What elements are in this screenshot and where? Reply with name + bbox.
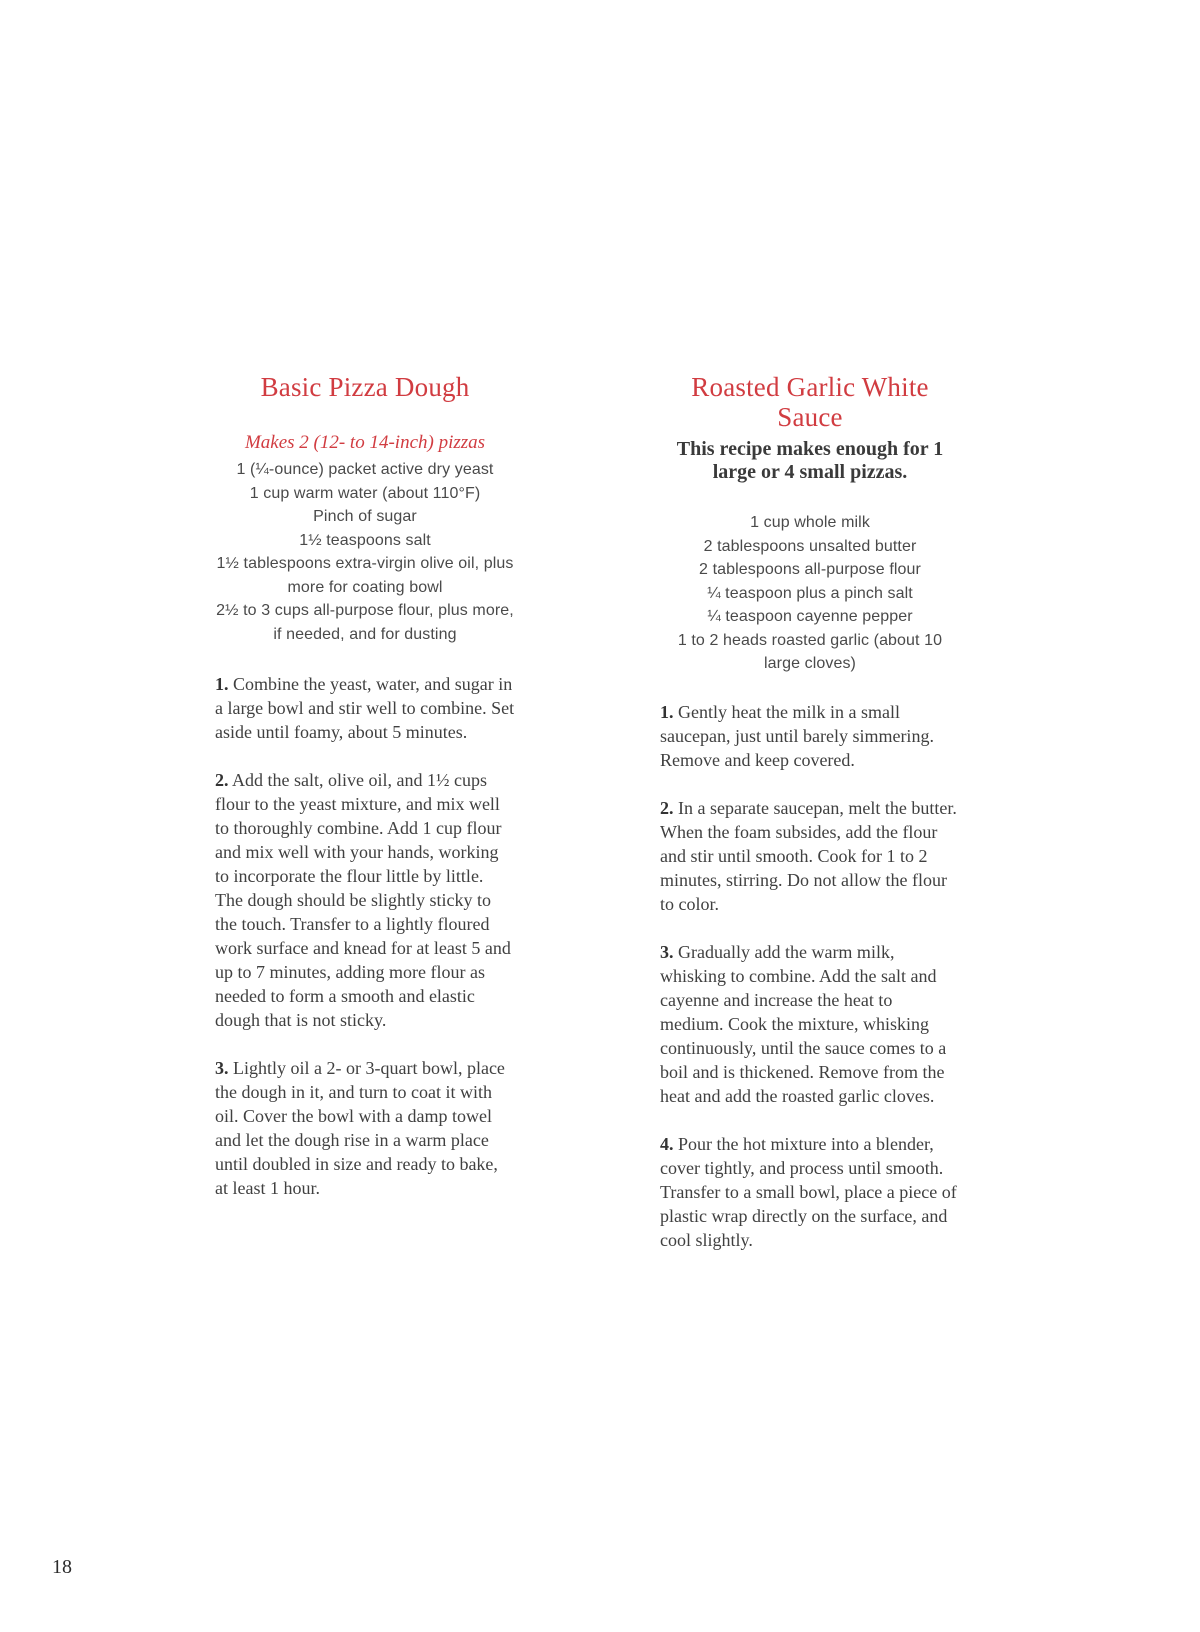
- recipe-title: Roasted Garlic White Sauce: [691, 372, 929, 432]
- ingredient-item: 1½ tablespoons extra-virgin olive oil, plus more for coating bowl: [216, 555, 514, 596]
- step-text: Add the salt, olive oil, and 1½ cups flour to the yeast mixture, and mix well to thoroughly combine. Add 1 cup flour and mix well with your hands, working to incorporate the flour little by little. The dough should be slightly sticky to the touch. Transfer to a lightly floured work surface and knead for at least 5 and up to 7 minutes, adding more flour as needed to form a smooth and elastic dough that is not sticky.: [215, 770, 511, 1030]
- ingredient-item: 1 cup whole milk: [750, 514, 870, 531]
- ingredient-item: ¼ teaspoon plus a pinch salt: [707, 584, 913, 602]
- ingredient-item: 1 to 2 heads roasted garlic (about 10 large cloves): [677, 631, 943, 672]
- ingredient-list: [215, 458, 515, 646]
- ingredient-item: 2 tablespoons all-purpose flour: [699, 561, 921, 578]
- step-number: 3.: [660, 941, 674, 962]
- yield-note: Makes 2 (12- to 14-inch) pizzas: [244, 432, 486, 453]
- recipe-title: Basic Pizza Dough: [260, 372, 470, 402]
- instruction-step: [660, 700, 960, 772]
- step-number: 1.: [215, 674, 229, 694]
- page-number: 18: [52, 1556, 72, 1578]
- ingredient-list: [660, 511, 960, 676]
- step-text: Gradually add the warm milk, whisking to combine. Add the salt and cayenne and increase the heat to medium. Cook the mixture, whisking continuously, until the sauce comes to a boil and is thickened. Remove from the heat and add the roasted garlic cloves.: [660, 941, 947, 1106]
- instruction-step: [215, 768, 515, 1032]
- step-number: 2.: [215, 770, 229, 790]
- ingredient-item: 1 (¼-ounce) packet active dry yeast: [236, 461, 494, 478]
- recipe-intro: This recipe makes enough for 1 large or 4 small pizzas.: [676, 438, 944, 483]
- step-number: 4.: [660, 1133, 674, 1154]
- instruction-step: [215, 1056, 515, 1200]
- ingredient-item: 2½ to 3 cups all-purpose flour, plus more, if needed, and for dusting: [216, 602, 514, 643]
- ingredient-item: 2 tablespoons unsalted butter: [703, 537, 917, 555]
- step-number: 1.: [660, 701, 674, 722]
- instruction-step: [660, 1132, 960, 1252]
- step-text: Gently heat the milk in a small saucepan, just until barely simmering. Remove and keep covered.: [660, 701, 934, 770]
- step-text: In a separate saucepan, melt the butter. When the foam subsides, add the flour and stir until smooth. Cook for 1 to 2 minutes, stirring. Do not allow the flour to color.: [660, 797, 957, 914]
- step-number: 2.: [660, 797, 674, 818]
- recipe-roasted-garlic-white-sauce: [660, 372, 960, 1252]
- ingredient-item: Pinch of sugar: [313, 508, 417, 525]
- ingredient-item: 1 cup warm water (about 110°F): [249, 484, 481, 502]
- step-number: 3.: [215, 1058, 229, 1078]
- ingredient-item: ¼ teaspoon cayenne pepper: [707, 608, 913, 625]
- step-text: Pour the hot mixture into a blender, cover tightly, and process until smooth. Transfer to a small bowl, place a piece of plastic wrap directly on the surface, and cool slightly.: [660, 1133, 957, 1250]
- step-text: Combine the yeast, water, and sugar in a large bowl and stir well to combine. Set aside until foamy, about 5 minutes.: [215, 674, 515, 742]
- ingredient-item: 1½ teaspoons salt: [299, 531, 431, 549]
- instruction-step: [660, 796, 960, 916]
- instruction-step: [215, 672, 515, 744]
- step-text: Lightly oil a 2- or 3-quart bowl, place the dough in it, and turn to coat it with oil. Cover the bowl with a damp towel and let the dough rise in a warm place until doubled in size and ready to bake, at least 1 hour.: [215, 1058, 505, 1198]
- recipe-basic-pizza-dough: [215, 372, 515, 1200]
- instruction-step: [660, 940, 960, 1108]
